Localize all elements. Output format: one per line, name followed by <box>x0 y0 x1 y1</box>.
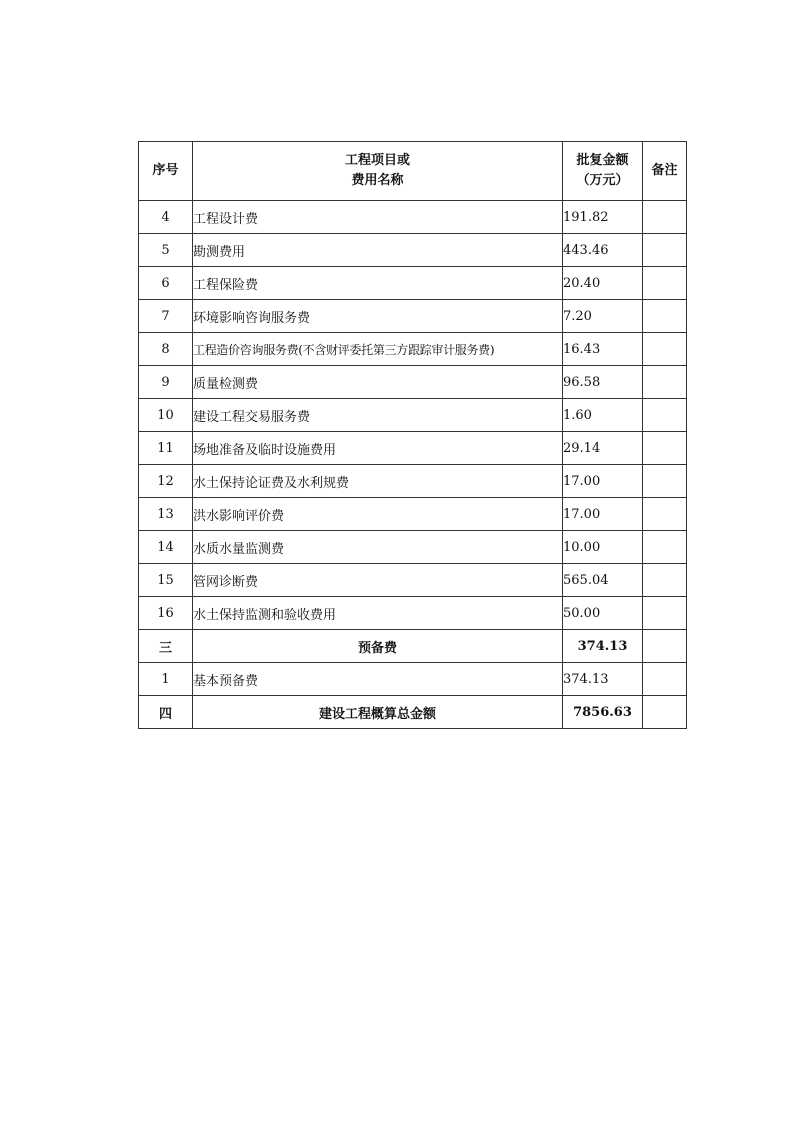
row-no: 8 <box>139 333 193 366</box>
row-amount: 96.58 <box>563 366 643 399</box>
section-note <box>643 630 687 663</box>
row-no: 4 <box>139 201 193 234</box>
header-name-line2: 费用名称 <box>351 173 404 188</box>
row-note <box>643 267 687 300</box>
table-row <box>139 267 687 300</box>
table-row <box>139 333 687 366</box>
table-row <box>139 399 687 432</box>
row-name: 水质水量监测费 <box>193 531 563 564</box>
row-name: 工程造价咨询服务费(不含财评委托第三方跟踪审计服务费) <box>193 333 563 366</box>
row-no: 14 <box>139 531 193 564</box>
row-no: 9 <box>139 366 193 399</box>
row-note <box>643 432 687 465</box>
row-name: 建设工程交易服务费 <box>193 399 563 432</box>
row-note <box>643 201 687 234</box>
row-amount: 191.82 <box>563 201 643 234</box>
row-note <box>643 597 687 630</box>
row-amount: 20.40 <box>563 267 643 300</box>
table-row <box>139 465 687 498</box>
section-amount: 374.13 <box>563 630 643 663</box>
header-name <box>193 142 563 201</box>
row-no: 13 <box>139 498 193 531</box>
row-amount: 1.60 <box>563 399 643 432</box>
row-no: 16 <box>139 597 193 630</box>
budget-table <box>138 141 687 729</box>
row-amount: 10.00 <box>563 531 643 564</box>
row-amount: 50.00 <box>563 597 643 630</box>
row-amount: 565.04 <box>563 564 643 597</box>
section-name: 预备费 <box>193 630 563 663</box>
table-row <box>139 432 687 465</box>
total-amount: 7856.63 <box>563 696 643 729</box>
row-name: 工程保险费 <box>193 267 563 300</box>
table-row <box>139 300 687 333</box>
row-name: 基本预备费 <box>193 663 563 696</box>
table-row <box>139 201 687 234</box>
row-name: 水土保持论证费及水利规费 <box>193 465 563 498</box>
row-name: 管网诊断费 <box>193 564 563 597</box>
row-note <box>643 498 687 531</box>
row-amount: 17.00 <box>563 465 643 498</box>
row-amount: 29.14 <box>563 432 643 465</box>
row-no: 7 <box>139 300 193 333</box>
row-note <box>643 465 687 498</box>
row-no: 1 <box>139 663 193 696</box>
row-note <box>643 399 687 432</box>
table-row <box>139 597 687 630</box>
table-row <box>139 531 687 564</box>
header-row <box>139 142 687 201</box>
row-name: 洪水影响评价费 <box>193 498 563 531</box>
row-amount: 7.20 <box>563 300 643 333</box>
row-amount: 16.43 <box>563 333 643 366</box>
row-name: 工程设计费 <box>193 201 563 234</box>
row-note <box>643 366 687 399</box>
row-no: 15 <box>139 564 193 597</box>
total-name: 建设工程概算总金额 <box>193 696 563 729</box>
row-note <box>643 663 687 696</box>
table-row <box>139 498 687 531</box>
row-note <box>643 564 687 597</box>
row-name: 水土保持监测和验收费用 <box>193 597 563 630</box>
row-note <box>643 300 687 333</box>
table-row <box>139 366 687 399</box>
row-note <box>643 531 687 564</box>
total-row <box>139 696 687 729</box>
total-note <box>643 696 687 729</box>
row-name: 环境影响咨询服务费 <box>193 300 563 333</box>
row-note <box>643 234 687 267</box>
header-amount-line1: 批复金额 <box>576 153 629 168</box>
header-amount <box>563 142 643 201</box>
header-name-line1: 工程项目或 <box>344 153 410 168</box>
section-row-contingency <box>139 630 687 663</box>
table-row <box>139 234 687 267</box>
row-amount: 374.13 <box>563 663 643 696</box>
table-row <box>139 663 687 696</box>
table-row <box>139 564 687 597</box>
section-no: 三 <box>139 630 193 663</box>
total-no: 四 <box>139 696 193 729</box>
header-amount-line2: （万元） <box>576 173 629 188</box>
row-no: 6 <box>139 267 193 300</box>
row-note <box>643 333 687 366</box>
row-no: 10 <box>139 399 193 432</box>
row-amount: 443.46 <box>563 234 643 267</box>
row-no: 12 <box>139 465 193 498</box>
header-note: 备注 <box>643 142 687 201</box>
row-amount: 17.00 <box>563 498 643 531</box>
row-name: 场地准备及临时设施费用 <box>193 432 563 465</box>
row-no: 11 <box>139 432 193 465</box>
row-name: 质量检测费 <box>193 366 563 399</box>
row-name: 勘测费用 <box>193 234 563 267</box>
header-no: 序号 <box>139 142 193 201</box>
row-no: 5 <box>139 234 193 267</box>
